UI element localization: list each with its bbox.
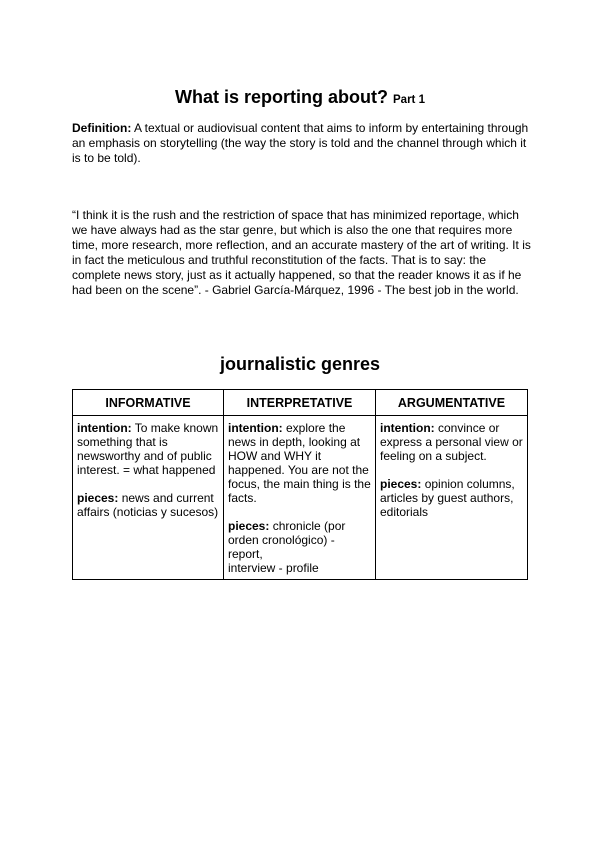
genres-header-row <box>73 390 528 416</box>
informative-intention <box>77 421 219 477</box>
title-part: Part 1 <box>393 94 425 106</box>
interpretative-pieces-extra: interview - profile <box>228 561 319 575</box>
intention-text: To make known something that is newsworthy and of public interest. = what happened <box>77 421 219 477</box>
intention-label: intention: <box>380 421 435 435</box>
definition-paragraph <box>72 121 532 166</box>
pieces-text: news and current affairs (noticias y sucesos) <box>77 491 219 519</box>
intention-label: intention: <box>228 421 283 435</box>
title-text: What is reporting about? <box>175 87 388 107</box>
pieces-label: pieces: <box>228 519 270 533</box>
genres-body-row <box>73 416 528 580</box>
pieces-label: pieces: <box>380 477 422 491</box>
interpretative-pieces <box>228 519 371 561</box>
pieces-label: pieces: <box>77 491 119 505</box>
interpretative-cell <box>224 416 376 580</box>
intention-text: convince or express a personal view or feeling on a subject. <box>380 421 523 463</box>
informative-pieces <box>77 491 219 519</box>
argumentative-pieces <box>380 477 523 519</box>
interpretative-intention <box>228 421 371 505</box>
pieces-text: chronicle (por orden cronológico) - report, <box>228 519 346 561</box>
pieces-text: opinion columns, articles by guest authors, editorials <box>380 477 515 519</box>
column-header-informative: INFORMATIVE <box>73 390 224 416</box>
definition-text: A textual or audiovisual content that aims to inform by entertaining through an emphasis on storytelling (the way the story is told and the channel through which it is to be told). <box>72 121 529 165</box>
column-header-interpretative: INTERPRETATIVE <box>224 390 376 416</box>
intention-text: explore the news in depth, looking at HOW and WHY it happened. You are not the focus, the main thing is the facts. <box>228 421 371 505</box>
page-title <box>0 86 600 111</box>
definition-label: Definition: <box>72 121 132 135</box>
argumentative-intention <box>380 421 523 463</box>
argumentative-cell <box>376 416 528 580</box>
informative-cell <box>73 416 224 580</box>
genres-heading: journalistic genres <box>219 354 381 374</box>
genres-table <box>72 389 528 580</box>
quote-paragraph: “I think it is the rush and the restriction of space that has minimized reportage, which we have always had as the star genre, but which is also the one that requires more time, more research, more reflection, and an accurate mastery of the art of writing. It is in fact the meticulous and truthful reconstitution of the facts. That is to say: the complete news story, just as it actually happened, so that the reader knows it as if he had been on the scene”. - Gabriel García-Márquez, 1996 - The best job in the world. <box>72 208 531 297</box>
column-header-argumentative: ARGUMENTATIVE <box>376 390 528 416</box>
intention-label: intention: <box>77 421 132 435</box>
